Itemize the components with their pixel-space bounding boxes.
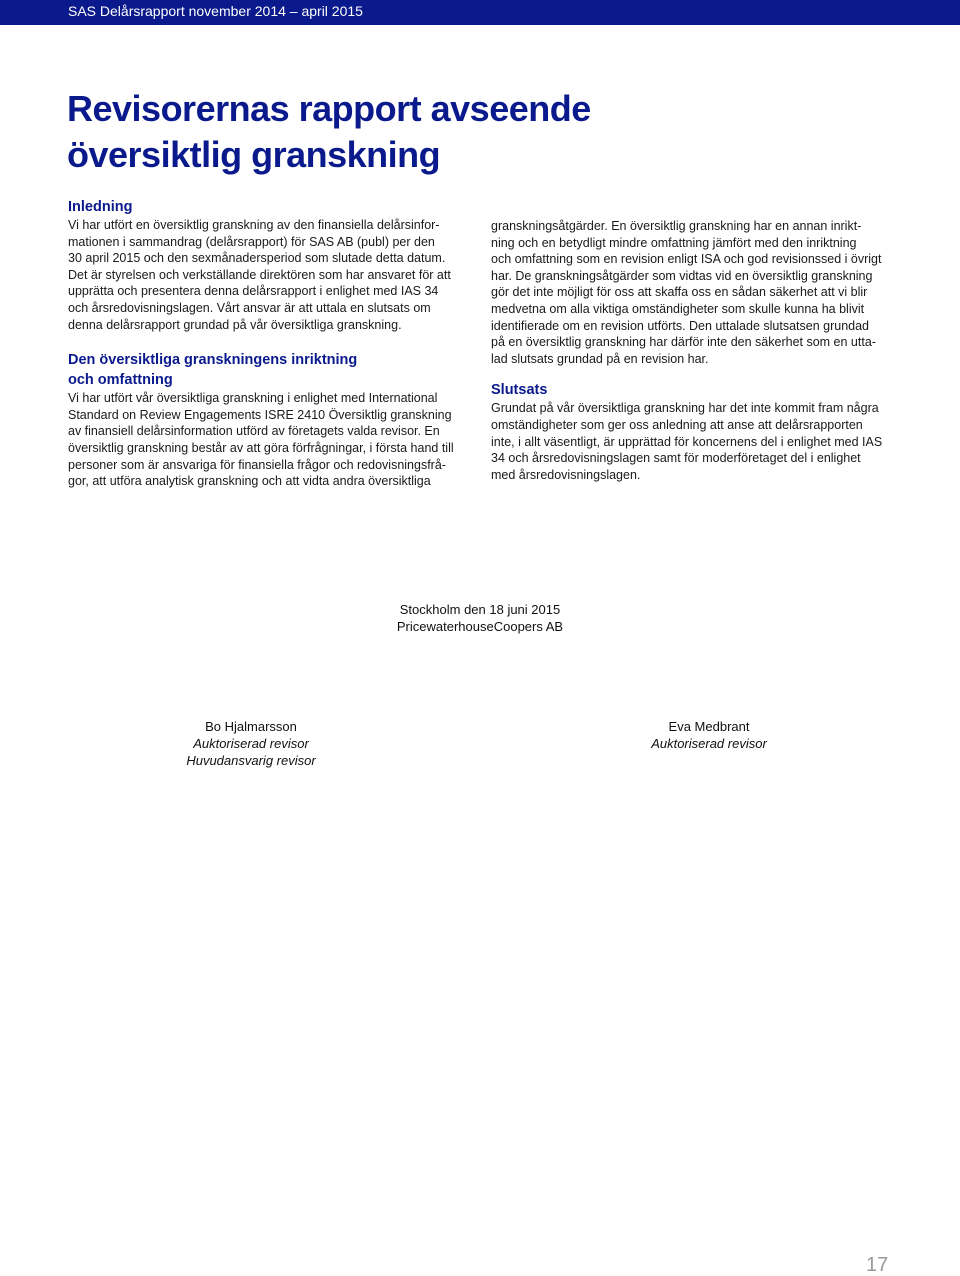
page-number: 17 [866, 1254, 889, 1276]
section-heading-inledning [68, 197, 488, 217]
paragraph-line: Vi har utfört vår översiktliga granskning i enlighet med International [68, 391, 438, 406]
paragraph-line: av finansiell delårsinformation utförd av företagets valda revisor. En [68, 424, 440, 439]
paragraph-line: upprätta och presentera denna delårsrapport i enlighet med IAS 34 [68, 284, 439, 299]
paragraph-line: och årsredovisningslagen. Vårt ansvar är att uttala en slutsats om [68, 300, 431, 315]
paragraph-line: gor, att utföra analytisk granskning och att vidta andra översiktliga [68, 474, 431, 489]
paragraph-line: granskningsåtgärder. En översiktlig granskning har en annan inrikt- [491, 219, 862, 233]
paragraph-line: gör det inte möjligt för oss att skaffa oss en sådan säkerhet att vi blir [491, 285, 868, 300]
paragraph-line: på en översiktlig granskning har därför inte den säkerhet som en utta- [491, 335, 876, 350]
paragraph-line: 34 och årsredovisningslagen samt för moderföretaget del i enlighet [491, 451, 861, 466]
page-title-line-1: Revisorernas rapport avseende [67, 88, 591, 129]
paragraph-line: 30 april 2015 och den sexmånadersperiod som slutade detta datum. [68, 251, 446, 266]
section-heading-slutsats [491, 380, 911, 400]
paragraph-line: Det är styrelsen och verkställande direktören som har ansvaret för att [68, 267, 451, 282]
paragraph-line: inte, i allt väsentligt, är upprättad för koncernens del i enlighet med IAS [491, 434, 883, 449]
header-bar [0, 0, 960, 25]
page-title-line-2: översiktlig granskning [67, 134, 441, 175]
section-heading-inriktning-line-2: och omfattning [68, 372, 173, 389]
signatory-name: Eva Medbrant [668, 719, 750, 734]
place-date-line: Stockholm den 18 juni 2015 [399, 602, 561, 617]
page-title [67, 86, 591, 178]
paragraph-line: Standard on Review Engagements ISRE 2410 Översiktlig granskning [68, 407, 452, 422]
paragraph-line: Grundat på vår översiktliga granskning har det inte kommit fram några [491, 401, 879, 416]
signatory-title: Auktoriserad revisor [193, 736, 309, 751]
signatory-name: Bo Hjalmarsson [205, 719, 297, 734]
paragraph-line: personer som är ansvariga för finansiella frågor och redovisningsfrå- [68, 457, 446, 472]
paragraph-line: översiktlig granskning består av att göra förfrågningar, i första hand till [68, 440, 454, 455]
spacer [68, 333, 488, 350]
paragraph-line: ning och en betydligt mindre omfattning jämfört med den inriktning [491, 235, 857, 250]
paragraph-line: medvetna om alla viktiga omständigheter som skulle kunna ha blivit [491, 301, 865, 316]
paragraph-line: och omfattning som en revision enligt ISA och god revisionssed i övrigt [491, 252, 882, 267]
section-heading-slutsats-text: Slutsats [491, 382, 548, 399]
section-heading-inriktning [68, 350, 488, 390]
firm-name: PricewaterhouseCoopers AB [396, 619, 564, 634]
right-column [491, 218, 911, 483]
spacer [491, 367, 911, 380]
section-body-inledning [68, 217, 488, 333]
section-heading-inledning-text: Inledning [68, 199, 133, 215]
paragraph-line: har. De granskningsåtgärder som vidtas vid en översiktlig granskning [491, 268, 873, 283]
section-body-slutsats [491, 400, 911, 483]
paragraph-line: denna delårsrapport grundad på vår översiktliga granskning. [68, 317, 402, 332]
section-body-inriktning [68, 390, 488, 490]
signatory-title: Auktoriserad revisor [651, 736, 767, 751]
paragraph-line: mationen i sammandrag (delårsrapport) för SAS AB (publ) per den [68, 234, 435, 249]
signature-block-right [589, 718, 829, 752]
section-body-inriktning-continued [491, 218, 911, 367]
signatory-role: Huvudansvarig revisor [186, 753, 316, 768]
paragraph-line: omständigheter som ger oss anledning att anse att delårsrapporten [491, 417, 863, 432]
paragraph-line: med årsredovisningslagen. [491, 467, 641, 482]
section-heading-inriktning-line-1: Den översiktliga granskningens inriktning [68, 352, 358, 369]
running-title: SAS Delårsrapport november 2014 – april 2015 [68, 3, 363, 19]
left-column [68, 197, 488, 490]
paragraph-line: identifierade om en revision utförts. Den uttalade slutsatsen grundad [491, 318, 870, 333]
signature-block-left [131, 718, 371, 769]
place-and-date [330, 601, 630, 635]
paragraph-line: Vi har utfört en översiktlig granskning av den finansiella delårsinfor- [68, 218, 440, 232]
paragraph-line: lad slutsats grundad på en revision har. [491, 351, 709, 366]
